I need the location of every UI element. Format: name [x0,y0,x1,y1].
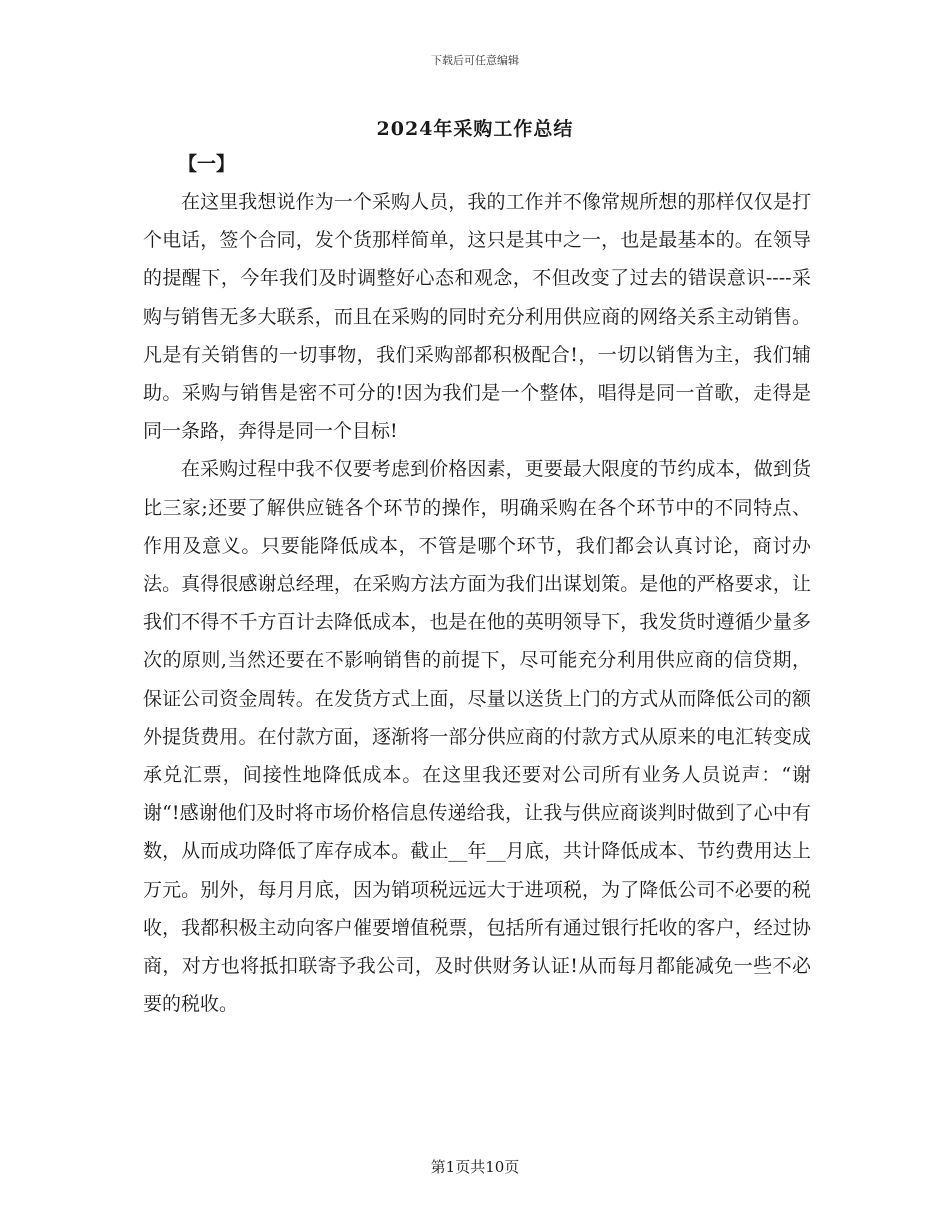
section-label: 【一】 [178,153,236,175]
header-note: 下载后可任意编辑 [431,54,519,67]
document-title: 2024年采购工作总结 [376,118,574,140]
page-footer: 第1页共10页 [430,1158,520,1176]
document-body [143,183,811,1023]
paragraph: 在采购过程中我不仅要考虑到价格因素，更要最大限度的节约成本，做到货比三家;还要了解供应链各个环节的操作，明确采购在各个环节中的不同特点、作用及意义。只要能降低成本，不管是哪个环节，我们都会认真讨论，商讨办法。真得很感谢总经理，在采购方法方面为我们出谋划策。是他的严格要求，让我们不得不千方百计去降低成本，也是在他的英明领导下，我发货时遵循少量多次的原则,当然还要在不影响销售的前提下，尽可能充分利用供应商的信贷期，保证公司资金周转。在发货方式上面，尽量以送货上门的方式从而降低公司的额外提货费用。在付款方面，逐渐将一部分供应商的付款方式从原来的电汇转变成承兑汇票，间接性地降低成本。在这里我还要对公司所有业务人员说声：“谢谢“!感谢他们及时将市场价格信息传递给我，让我与供应商谈判时做到了心中有数，从而成功降低了库存成本。截止__年__月底，共计降低成本、节约费用达上万元。别外，每月月底，因为销项税远远大于进项税，为了降低公司不必要的税收，我都积极主动向客户催要增值税票，包括所有通过银行托收的客户，经过协商，对方也将抵扣联寄予我公司，及时供财务认证!从而每月都能减免一些不必要的税收。 [143,458,811,1016]
paragraph: 在这里我想说作为一个采购人员，我的工作并不像常规所想的那样仅仅是打个电话，签个合同，发个货那样简单，这只是其中之一，也是最基本的。在领导的提醒下，今年我们及时调整好心态和观念，不但改变了过去的错误意识----采购与销售无多大联系，而且在采购的同时充分利用供应商的网络关系主动销售。凡是有关销售的一切事物，我们采购部都积极配合!，一切以销售为主，我们辅助。采购与销售是密不可分的!因为我们是一个整体，唱得是同一首歌，走得是同一条路，奔得是同一个目标! [143,191,811,443]
